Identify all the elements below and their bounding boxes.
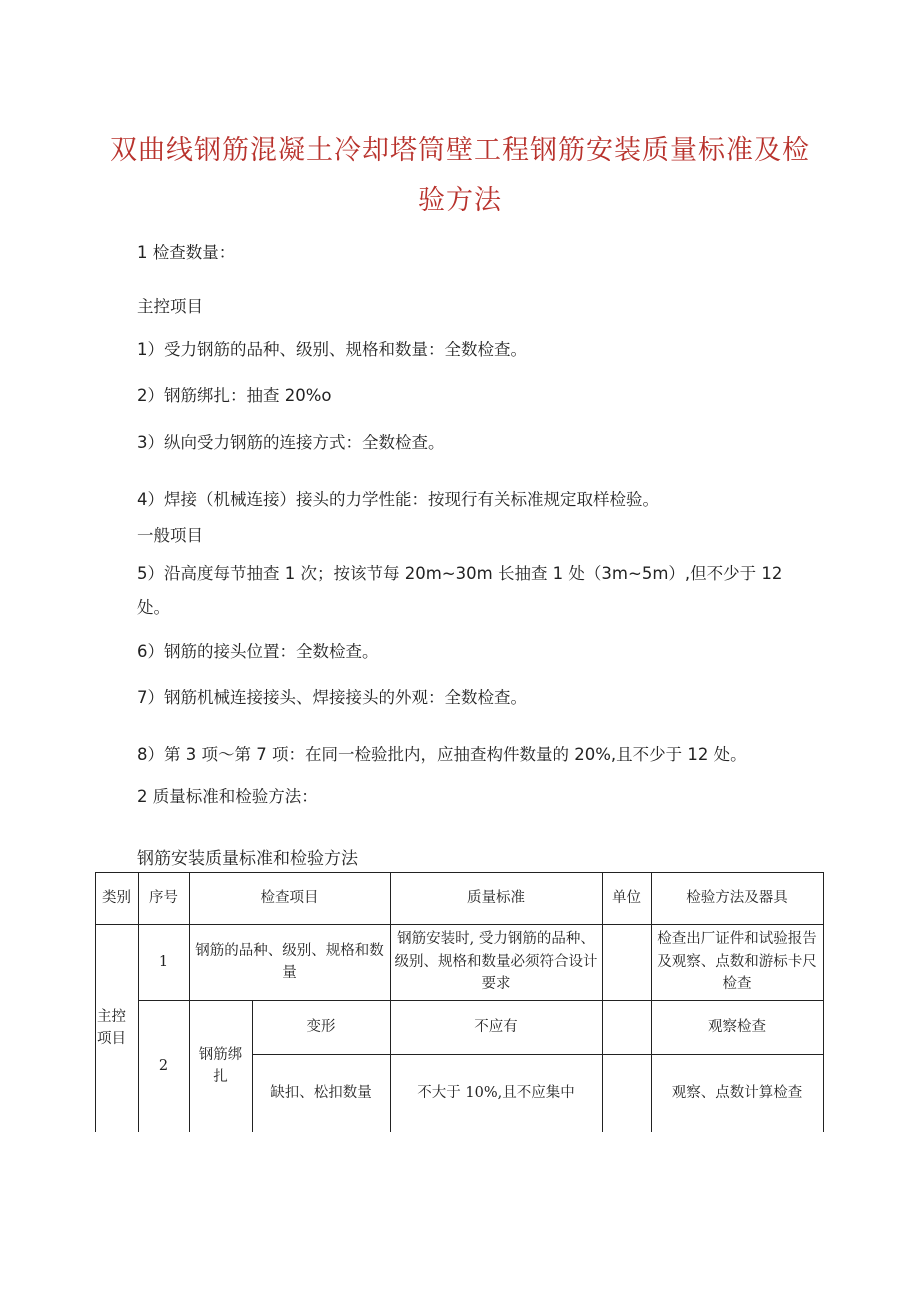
paragraph-item-5: 5）沿高度每节抽查 1 次；按该节每 20m~30m 长抽查 1 处（3m~5m）,但不少于 12: [137, 564, 783, 583]
row2-seq: 2: [158, 1057, 169, 1074]
row2-item: 钢筋绑扎: [198, 1046, 243, 1085]
header-standard: 质量标准: [467, 889, 525, 906]
row2-sub1-item: 变形: [306, 1018, 336, 1035]
row2-sub2-unit: [602, 1054, 651, 1132]
row1-unit: [602, 924, 651, 1000]
quality-table: [95, 872, 824, 1132]
header-unit: 单位: [612, 889, 641, 906]
row2-sub1-method: 观察检查: [708, 1018, 766, 1035]
paragraph-item-2: 2）钢筋绑扎：抽查 20%o: [137, 386, 332, 405]
paragraph-item-3: 3）纵向受力钢筋的连接方式：全数检查。: [137, 433, 445, 452]
header-item: 检查项目: [260, 889, 319, 906]
row2-sub2-method: 观察、点数计算检查: [671, 1084, 803, 1101]
table-caption: 钢筋安装质量标准和检验方法: [137, 849, 358, 869]
paragraph-item-5-cont: 处。: [137, 598, 170, 617]
title-line-1: 双曲线钢筋混凝土冷却塔筒壁工程钢筋安装质量标准及检: [110, 135, 810, 166]
row1-item: 钢筋的品种、级别、规格和数量: [195, 942, 384, 981]
header-method: 检验方法及器具: [686, 889, 788, 906]
paragraph-item-6: 6）钢筋的接头位置：全数检查。: [137, 642, 379, 661]
paragraph-item-7: 7）钢筋机械连接接头、焊接接头的外观：全数检查。: [137, 688, 527, 707]
header-category: 类别: [102, 889, 131, 906]
header-seq: 序号: [149, 889, 178, 906]
title-line-2: 验方法: [418, 185, 502, 216]
paragraph-quality-standard: 2 质量标准和检验方法：: [137, 787, 318, 806]
category-main-items: 主控项目: [97, 1008, 126, 1047]
paragraph-inspection-quantity: 1 检查数量：: [137, 243, 236, 262]
paragraph-item-4: 4）焊接（机械连接）接头的力学性能：按现行有关标准规定取样检验。: [137, 490, 659, 509]
paragraph-main-items: 主控项目: [137, 297, 203, 316]
paragraph-general-items: 一般项目: [137, 526, 203, 545]
row2-sub2-item: 缺扣、松扣数量: [270, 1084, 372, 1101]
row1-seq: 1: [158, 953, 169, 970]
paragraph-item-8: 8）第 3 项～第 7 项：在同一检验批内，应抽查构件数量的 20%,且不少于 12 处。: [137, 745, 747, 764]
row1-method: 检查出厂证件和试验报告及观察、点数和游标卡尺检查: [657, 931, 817, 993]
row2-sub1-unit: [602, 1000, 651, 1054]
paragraph-item-1: 1）受力钢筋的品种、级别、规格和数量：全数检查。: [137, 340, 527, 359]
table-border-right: [823, 872, 824, 1132]
row1-standard: 钢筋安装时, 受力钢筋的品种、级别、规格和数量必须符合设计要求: [394, 931, 598, 993]
row2-sub1-standard: 不应有: [474, 1018, 518, 1035]
row2-sub2-standard: 不大于 10%,且不应集中: [417, 1084, 575, 1101]
